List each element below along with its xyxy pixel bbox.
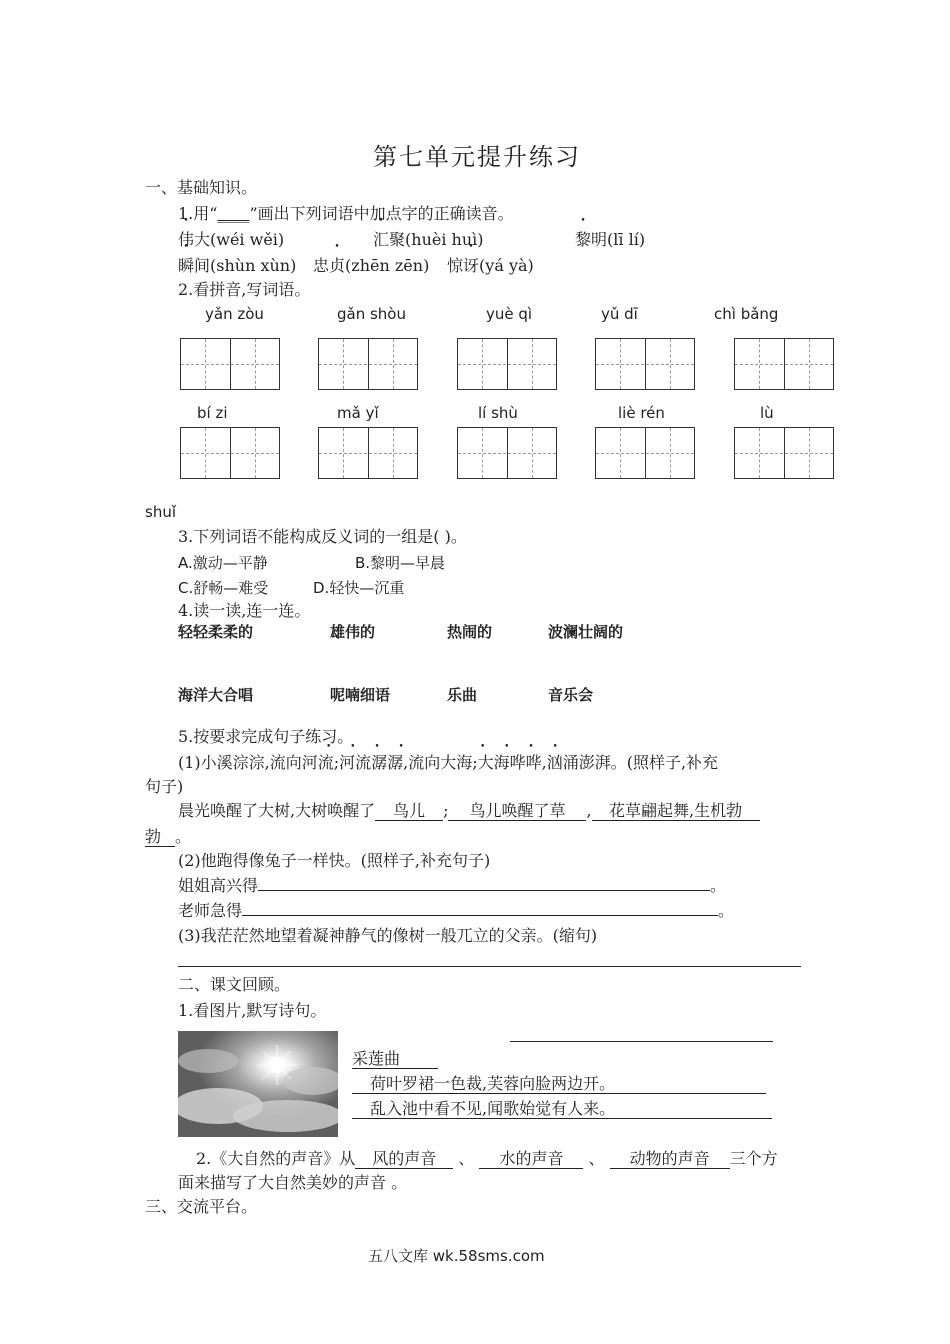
q5-s2-line-b: 老师急得 。 (178, 901, 735, 920)
pinyin-label: yuè qì (486, 305, 533, 323)
q1-item-4: 瞬间(shùn xùn) (178, 256, 297, 275)
answer-blank[interactable]: 鸟儿 (375, 801, 443, 821)
q3-option-a: A.激动—平静 (178, 554, 268, 572)
match-left-item[interactable]: 轻轻柔柔的 (178, 623, 254, 641)
writing-grid[interactable] (595, 427, 695, 479)
writing-grid[interactable] (180, 338, 280, 390)
r1-instruction: 1.看图片,默写诗句。 (178, 1001, 327, 1020)
r2-text: 2.《大自然的声音》从 风的声音 、 水的声音 、 动物的声音 三个方 (196, 1149, 778, 1168)
poem-line-2 (352, 1099, 772, 1119)
q3-option-c: C.舒畅—难受 (178, 579, 269, 597)
pinyin-label: liè rén (618, 404, 665, 422)
answer-line[interactable] (510, 1041, 773, 1042)
answer-line[interactable] (178, 966, 801, 967)
q3-instruction: 3.下列词语不能构成反义词的一组是( )。 (178, 527, 467, 546)
match-left-item[interactable]: 雄伟的 (330, 623, 376, 641)
answer-blank[interactable]: 乱入池中看不见,闻歌始觉有人来。 (352, 1099, 772, 1119)
writing-grid[interactable] (457, 427, 557, 479)
emphasis-dots: • • • • (480, 742, 566, 752)
emphasis-dots: • • • • (326, 742, 412, 752)
answer-blank[interactable]: 风的声音 (355, 1149, 453, 1169)
section-heading-1: 一、基础知识。 (145, 178, 258, 197)
q5-s1-text-cont: 句子) (145, 777, 184, 796)
match-right-item[interactable]: 海洋大合唱 (178, 686, 254, 704)
section-heading-3: 三、交流平台。 (145, 1197, 258, 1216)
answer-blank[interactable] (242, 915, 718, 916)
match-left-item[interactable]: 波澜壮阔的 (548, 623, 624, 641)
pinyin-label: mǎ yǐ (337, 404, 379, 422)
pinyin-label: yǔ dī (601, 305, 638, 323)
writing-grid[interactable] (734, 338, 834, 390)
section-heading-2: 二、课文回顾。 (178, 975, 291, 994)
writing-grid[interactable] (318, 427, 418, 479)
answer-blank[interactable]: 勃 (145, 827, 175, 847)
page-title: 第七单元提升练习 (373, 143, 581, 171)
writing-grid[interactable] (318, 338, 418, 390)
pinyin-label: lí shù (478, 404, 518, 422)
match-right-item[interactable]: 音乐会 (548, 686, 594, 704)
q1-instruction: 1.用“____”画出下列词语中加点字的正确读音。 (178, 204, 514, 223)
q5-s1-answer-line: 晨光唤醒了大树,大树唤醒了 鸟儿 ; 鸟儿唤醒了草 , 花草翩起舞,生机勃 (178, 801, 760, 821)
match-right-item[interactable]: 呢喃细语 (330, 686, 391, 704)
pinyin-trailing: shuǐ (145, 503, 176, 521)
writing-grid[interactable] (457, 338, 557, 390)
answer-blank[interactable]: 采莲曲 (352, 1049, 438, 1069)
q1-item-2: 汇聚(huèi huì) (373, 230, 484, 249)
q1-item-3: 黎明(lī lí) (575, 230, 646, 249)
q1-item-6: 惊讶(yá yà) (447, 256, 534, 275)
r2-text-cont: 面来描写了大自然美妙的声音 。 (178, 1173, 408, 1192)
q2-instruction: 2.看拼音,写词语。 (178, 280, 311, 299)
answer-blank[interactable]: 动物的声音 (610, 1149, 730, 1169)
q1-item-5: 忠贞(zhēn zēn) (313, 256, 430, 275)
footer-watermark: 五八文库 wk.58sms.com (368, 1247, 545, 1265)
answer-blank[interactable]: 鸟儿唤醒了草 (448, 801, 586, 821)
q5-s1-answer-cont: 勃 。 (145, 827, 192, 846)
pinyin-label: chì bǎng (714, 305, 779, 323)
match-right-item[interactable]: 乐曲 (447, 686, 478, 704)
sun-clouds-image (178, 1031, 338, 1137)
writing-grid[interactable] (734, 427, 834, 479)
poem-line-1 (352, 1074, 766, 1094)
q1-item-1: 伟大(wéi wěi) (178, 230, 285, 249)
q5-s2-text: (2)他跑得像兔子一样快。(照样子,补充句子) (178, 851, 491, 870)
writing-grid[interactable] (595, 338, 695, 390)
answer-blank[interactable]: 荷叶罗裙一色裁,芙蓉向脸两边开。 (352, 1074, 766, 1094)
q4-instruction: 4.读一读,连一连。 (178, 601, 311, 620)
answer-blank[interactable]: 水的声音 (479, 1149, 583, 1169)
q5-instruction: 5.按要求完成句子练习。 (178, 727, 354, 746)
match-left-item[interactable]: 热闹的 (447, 623, 493, 641)
q3-option-d: D.轻快—沉重 (313, 579, 405, 597)
pinyin-label: lù (760, 404, 774, 422)
sky-photo (178, 1031, 338, 1137)
q5-s3-text: (3)我茫茫然地望着凝神静气的像树一般兀立的父亲。(缩句) (178, 926, 598, 945)
answer-blank[interactable]: 花草翩起舞,生机勃 (592, 801, 760, 821)
q5-s1-text: (1)小溪淙淙,流向河流;河流潺潺,流向大海;大海哗哗,汹涌澎湃。(照样子,补充 (178, 753, 719, 772)
writing-grid[interactable] (180, 427, 280, 479)
pinyin-label: bí zi (197, 404, 228, 422)
q3-option-b: B.黎明—早晨 (355, 554, 446, 572)
q5-s2-line-a: 姐姐高兴得 。 (178, 876, 727, 895)
poem-title (352, 1049, 438, 1069)
answer-blank[interactable] (258, 890, 710, 891)
pinyin-label: gǎn shòu (337, 305, 406, 323)
pinyin-label: yǎn zòu (205, 305, 264, 323)
